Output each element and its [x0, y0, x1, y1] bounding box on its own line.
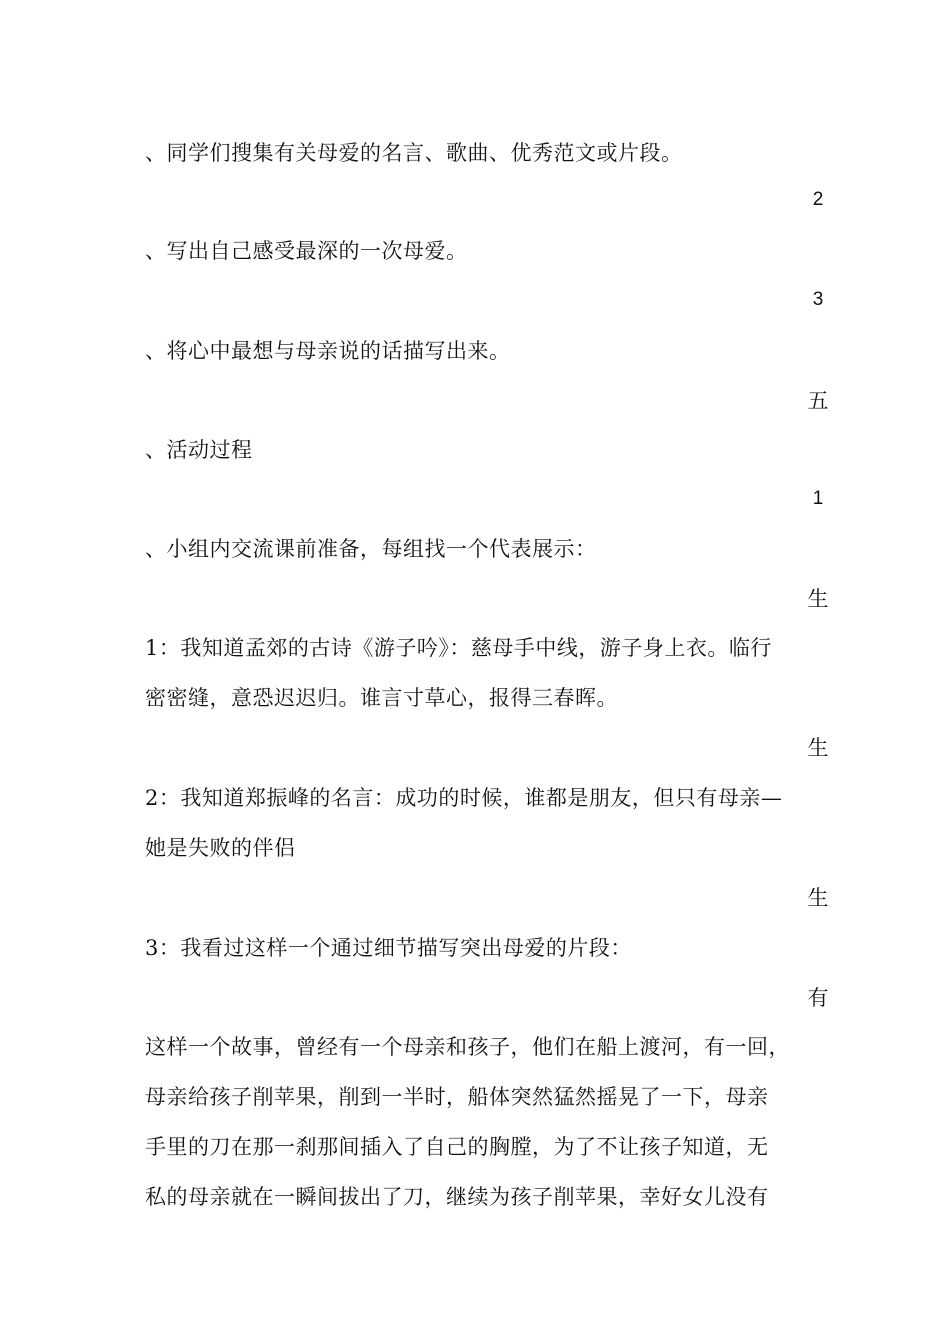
- paragraph-line: 母亲给孩子削苹果，削到一半时，船体突然猛然摇晃了一下，母亲: [145, 1085, 769, 1109]
- item-number-marker: 2: [812, 189, 824, 210]
- paragraph-line: 密密缝，意恐迟迟归。谁言寸草心，报得三春晖。: [145, 686, 618, 710]
- paragraph-line: 这样一个故事，曾经有一个母亲和孩子，他们在船上渡河，有一回，: [145, 1035, 790, 1059]
- paragraph-line: 、小组内交流课前准备，每组找一个代表展示：: [145, 537, 597, 561]
- speaker-marker: 生: [807, 736, 829, 760]
- paragraph-line: 3：我看过这样一个通过细节描写突出母爱的片段：: [145, 936, 632, 960]
- paragraph-start-marker: 有: [807, 986, 829, 1010]
- paragraph-line: 手里的刀在那一刹那间插入了自己的胸膛，为了不让孩子知道，无: [145, 1135, 769, 1159]
- paragraph-line: 私的母亲就在一瞬间拔出了刀，继续为孩子削苹果，幸好女儿没有: [145, 1185, 769, 1209]
- section-heading: 、活动过程: [145, 438, 253, 462]
- item-number-marker: 1: [812, 488, 824, 509]
- paragraph-line: 她是失败的伴侣: [145, 836, 296, 860]
- paragraph-line: 1：我知道孟郊的古诗《游子吟》：慈母手中线，游子身上衣。临行: [145, 636, 772, 660]
- paragraph-line: 、同学们搜集有关母爱的名言、歌曲、优秀范文或片段。: [145, 141, 683, 165]
- speaker-marker: 生: [807, 587, 829, 611]
- paragraph-line: 、将心中最想与母亲说的话描写出来。: [145, 339, 511, 363]
- speaker-marker: 生: [807, 886, 829, 910]
- paragraph-line: 2：我知道郑振峰的名言：成功的时候，谁都是朋友，但只有母亲—: [145, 786, 783, 810]
- section-number-marker: 五: [807, 389, 829, 413]
- paragraph-line: 、写出自己感受最深的一次母爱。: [145, 239, 468, 263]
- item-number-marker: 3: [812, 289, 824, 310]
